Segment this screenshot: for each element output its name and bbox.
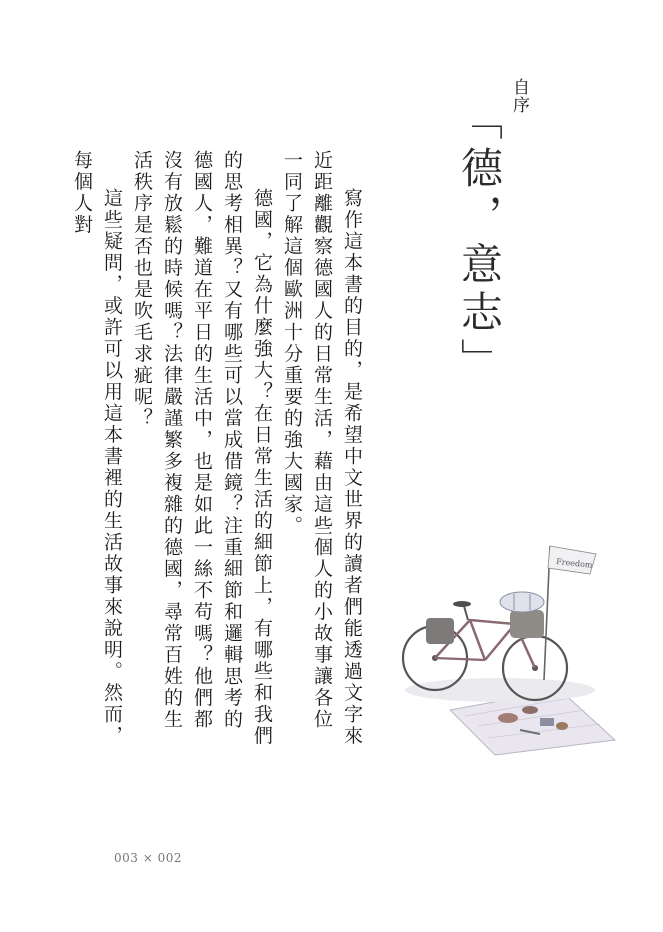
bedroll (500, 592, 544, 612)
picnic-item (556, 722, 568, 730)
saddle-bag (426, 618, 454, 644)
body-text (67, 150, 367, 750)
picnic-item (522, 706, 538, 714)
paragraph: 寫作這本書的目的，是希望中文世界的讀者們能透過文字來近距離觀察德國人的日常生活，藉由這些個人的小故事讓各位一同了解這個歐洲十分重要的強大國家。 (281, 150, 363, 747)
section-label: 自序 (509, 78, 529, 114)
flag-text: Freedom (555, 557, 593, 570)
chapter-title: 「德，意志」 (455, 98, 504, 386)
front-basket (510, 610, 544, 638)
bicycle-illustration (390, 540, 630, 760)
saddle (453, 601, 471, 607)
picnic-item (540, 718, 554, 726)
page-numbers: 003 × 002 (114, 851, 182, 865)
paragraph: 德國，它為什麼強大？在日常生活的細節上，有哪些和我們的思考相異？又有哪些可以當成借鏡？注重細節和邏輯思考的德國人，難道在平日的生活中，也是如此一絲不苟嗎？他們都沒有放鬆的時候嗎？法律嚴謹繁多複雜的德國，尋常百姓的生活秩序是否也是吹毛求疵呢？ (131, 150, 273, 747)
paragraph: 這些疑問，或許可以用這本書裡的生活故事來說明。然而，每個人對 (71, 150, 123, 747)
picnic-item (498, 713, 518, 723)
